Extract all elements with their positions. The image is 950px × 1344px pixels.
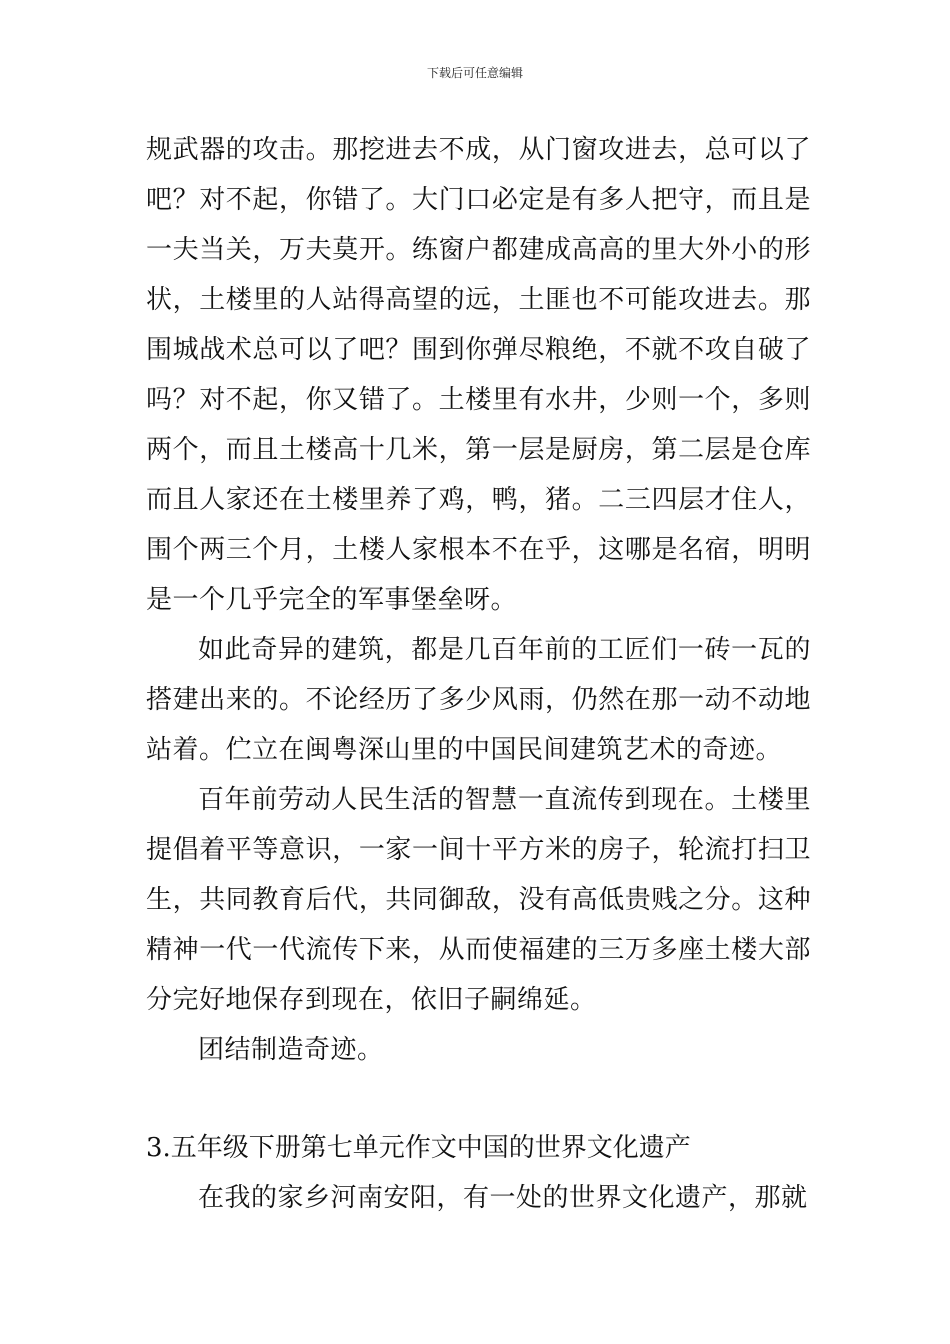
section-heading: 3.五年级下册第七单元作文中国的世界文化遗产	[146, 1133, 691, 1163]
page-header: 下载后可任意编辑	[426, 66, 523, 80]
paragraph-anyang: 在我的家乡河南安阳，有一处的世界文化遗产，那就	[198, 1183, 808, 1213]
paragraph-architecture: 如此奇异的建筑，都是几百年前的工匠们一砖一瓦的搭建出来的。不论经历了多少风雨，仍然在那一动不动地站着。伫立在闽粤深山里的中国民间建筑艺术的奇迹。	[146, 635, 811, 765]
paragraph-wisdom: 百年前劳动人民生活的智慧一直流传到现在。土楼里提倡着平等意识，一家一间十平方米的房子，轮流打扫卫生，共同教育后代，共同御敌，没有高低贵贱之分。这种精神一代一代流传下来，从而使福建的三万多座土楼大部分完好地保存到现在，依旧子嗣绵延。	[146, 785, 811, 1015]
paragraph-continuation: 规武器的攻击。那挖进去不成，从门窗攻进去，总可以了吧？对不起，你错了。大门口必定是有多人把守，而且是一夫当关，万夫莫开。练窗户都建成高高的里大外小的形状，土楼里的人站得高望的远，土匪也不可能攻进去。那围城战术总可以了吧？围到你弹尽粮绝，不就不攻自破了吗？对不起，你又错了。土楼里有水井，少则一个，多则两个，而且土楼高十几米，第一层是厨房，第二层是仓库而且人家还在土楼里养了鸡，鸭，猪。二三四层才住人，围个两三个月，土楼人家根本不在乎，这哪是名宿，明明是一个几乎完全的军事堡垒呀。	[146, 135, 811, 615]
paragraph-unity: 团结制造奇迹。	[198, 1035, 384, 1065]
document-body	[146, 125, 811, 1223]
